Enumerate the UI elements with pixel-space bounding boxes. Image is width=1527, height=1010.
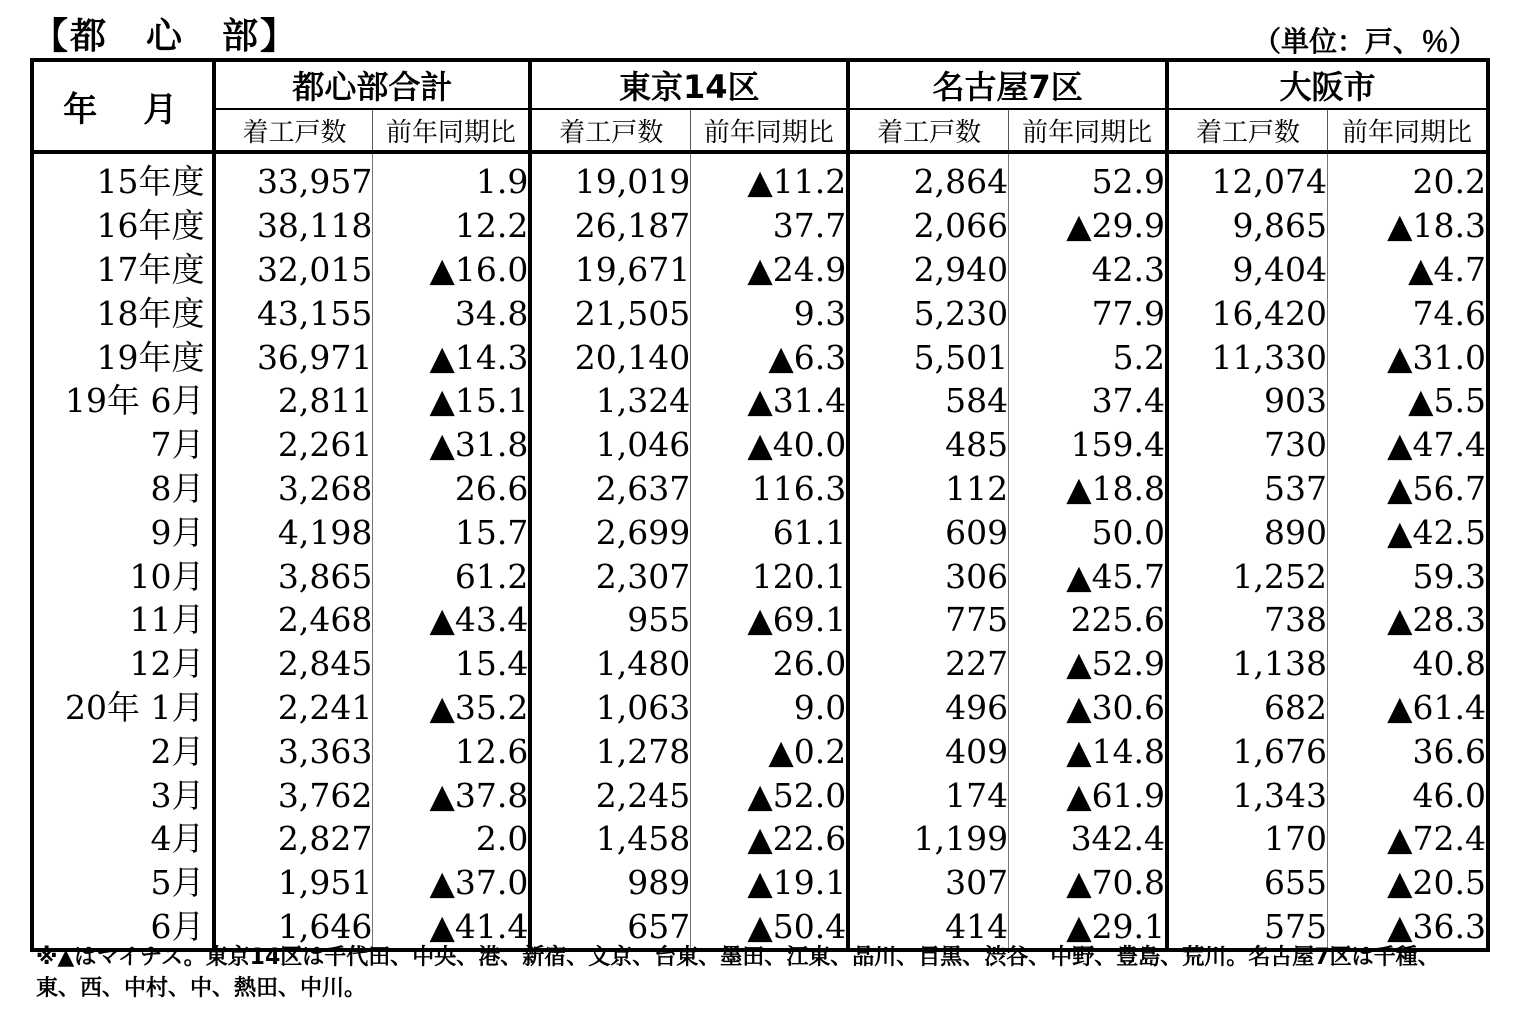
- starts-cell: 26,187: [530, 204, 690, 248]
- starts-cell: 5,230: [848, 291, 1008, 335]
- starts-cell: 955: [530, 598, 690, 642]
- yoy-cell: ▲41.4: [373, 905, 530, 951]
- starts-cell: 9,865: [1167, 204, 1327, 248]
- row-label: 19年 6月: [65, 381, 205, 421]
- table-row: [32, 773, 1488, 817]
- yoy-cell: ▲18.8: [1009, 467, 1167, 511]
- starts-cell: 485: [848, 423, 1008, 467]
- starts-cell: 657: [530, 905, 690, 951]
- starts-cell: 2,241: [214, 686, 372, 730]
- starts-cell: 2,811: [214, 379, 372, 423]
- starts-cell: 1,278: [530, 729, 690, 773]
- starts-cell: 890: [1167, 510, 1327, 554]
- starts-cell: 414: [848, 905, 1008, 951]
- yoy-cell: 34.8: [373, 291, 530, 335]
- yoy-cell: ▲31.8: [373, 423, 530, 467]
- starts-cell: 738: [1167, 598, 1327, 642]
- starts-cell: 609: [848, 510, 1008, 554]
- row-label: 20年 1月: [65, 687, 205, 727]
- footnote: ※▲はマイナス。東京14区は千代田、中央、港、新宿、文京、台東、墨田、江東、品川、目黒、渋谷、中野、豊島、荒川。名古屋7区は千種、東、西、中村、中、熱田、中川。: [36, 945, 1440, 1001]
- header-row-sub: [32, 109, 1488, 152]
- row-label: 10月: [129, 556, 205, 596]
- yoy-cell: 40.8: [1327, 642, 1488, 686]
- table-row: [32, 335, 1488, 379]
- starts-cell: 307: [848, 861, 1008, 905]
- yoy-cell: ▲28.3: [1327, 598, 1488, 642]
- starts-cell: 3,363: [214, 729, 372, 773]
- yoy-cell: ▲43.4: [373, 598, 530, 642]
- yoy-cell: ▲42.5: [1327, 510, 1488, 554]
- row-label: 2月: [150, 731, 205, 771]
- table-row: [32, 152, 1488, 204]
- yoy-cell: ▲29.1: [1009, 905, 1167, 951]
- yoy-cell: 12.6: [373, 729, 530, 773]
- yoy-cell: 37.7: [691, 204, 848, 248]
- yoy-cell: ▲4.7: [1327, 248, 1488, 292]
- starts-cell: 9,404: [1167, 248, 1327, 292]
- starts-cell: 989: [530, 861, 690, 905]
- starts-cell: 1,343: [1167, 773, 1327, 817]
- starts-cell: 11,330: [1167, 335, 1327, 379]
- sub-header-yoy: 前年同期比: [373, 109, 530, 152]
- table-row: [32, 817, 1488, 861]
- starts-cell: 43,155: [214, 291, 372, 335]
- row-label: 9月: [150, 512, 205, 552]
- yoy-cell: ▲30.6: [1009, 686, 1167, 730]
- row-label: 15年度: [96, 162, 205, 202]
- yoy-cell: 77.9: [1009, 291, 1167, 335]
- table-row: [32, 379, 1488, 423]
- year-month-header: 年 月: [32, 60, 214, 152]
- starts-cell: 3,268: [214, 467, 372, 511]
- yoy-cell: 116.3: [691, 467, 848, 511]
- yoy-cell: 159.4: [1009, 423, 1167, 467]
- yoy-cell: ▲52.9: [1009, 642, 1167, 686]
- table-row: [32, 423, 1488, 467]
- yoy-cell: ▲18.3: [1327, 204, 1488, 248]
- starts-cell: 1,458: [530, 817, 690, 861]
- row-label: 8月: [150, 468, 205, 508]
- yoy-cell: ▲29.9: [1009, 204, 1167, 248]
- yoy-cell: 26.0: [691, 642, 848, 686]
- yoy-cell: ▲72.4: [1327, 817, 1488, 861]
- yoy-cell: ▲45.7: [1009, 554, 1167, 598]
- yoy-cell: ▲50.4: [691, 905, 848, 951]
- starts-cell: 3,762: [214, 773, 372, 817]
- starts-cell: 682: [1167, 686, 1327, 730]
- starts-cell: 19,671: [530, 248, 690, 292]
- starts-cell: 409: [848, 729, 1008, 773]
- yoy-cell: 59.3: [1327, 554, 1488, 598]
- yoy-cell: 42.3: [1009, 248, 1167, 292]
- starts-cell: 1,324: [530, 379, 690, 423]
- yoy-cell: 36.6: [1327, 729, 1488, 773]
- starts-cell: 5,501: [848, 335, 1008, 379]
- group-header: 都心部合計: [214, 60, 530, 109]
- starts-cell: 2,468: [214, 598, 372, 642]
- starts-cell: 38,118: [214, 204, 372, 248]
- table-row: [32, 467, 1488, 511]
- sub-header-starts: 着工戸数: [1167, 109, 1327, 152]
- yoy-cell: ▲24.9: [691, 248, 848, 292]
- starts-cell: 1,646: [214, 905, 372, 951]
- starts-cell: 1,480: [530, 642, 690, 686]
- yoy-cell: 9.3: [691, 291, 848, 335]
- group-header: 東京14区: [530, 60, 848, 109]
- starts-cell: 4,198: [214, 510, 372, 554]
- yoy-cell: ▲69.1: [691, 598, 848, 642]
- starts-cell: 20,140: [530, 335, 690, 379]
- sub-header-starts: 着工戸数: [848, 109, 1008, 152]
- yoy-cell: 1.9: [373, 152, 530, 204]
- starts-cell: 903: [1167, 379, 1327, 423]
- starts-cell: 1,138: [1167, 642, 1327, 686]
- yoy-cell: ▲52.0: [691, 773, 848, 817]
- yoy-cell: ▲5.5: [1327, 379, 1488, 423]
- table-row: [32, 861, 1488, 905]
- yoy-cell: 342.4: [1009, 817, 1167, 861]
- starts-cell: 16,420: [1167, 291, 1327, 335]
- yoy-cell: ▲36.3: [1327, 905, 1488, 951]
- starts-cell: 775: [848, 598, 1008, 642]
- row-label: 4月: [150, 819, 205, 859]
- starts-cell: 1,252: [1167, 554, 1327, 598]
- yoy-cell: ▲11.2: [691, 152, 848, 204]
- yoy-cell: 120.1: [691, 554, 848, 598]
- starts-cell: 33,957: [214, 152, 372, 204]
- group-header: 名古屋7区: [848, 60, 1167, 109]
- yoy-cell: ▲56.7: [1327, 467, 1488, 511]
- starts-cell: 1,951: [214, 861, 372, 905]
- header-row-groups: [32, 60, 1488, 109]
- starts-cell: 36,971: [214, 335, 372, 379]
- starts-cell: 19,019: [530, 152, 690, 204]
- sub-header-yoy: 前年同期比: [1009, 109, 1167, 152]
- yoy-cell: 12.2: [373, 204, 530, 248]
- starts-cell: 655: [1167, 861, 1327, 905]
- yoy-cell: ▲6.3: [691, 335, 848, 379]
- starts-cell: 1,063: [530, 686, 690, 730]
- yoy-cell: 74.6: [1327, 291, 1488, 335]
- table-row: [32, 598, 1488, 642]
- starts-cell: 227: [848, 642, 1008, 686]
- yoy-cell: 2.0: [373, 817, 530, 861]
- starts-cell: 496: [848, 686, 1008, 730]
- yoy-cell: ▲14.3: [373, 335, 530, 379]
- starts-cell: 2,637: [530, 467, 690, 511]
- yoy-cell: 26.6: [373, 467, 530, 511]
- yoy-cell: 9.0: [691, 686, 848, 730]
- yoy-cell: 5.2: [1009, 335, 1167, 379]
- starts-cell: 1,199: [848, 817, 1008, 861]
- yoy-cell: 61.2: [373, 554, 530, 598]
- yoy-cell: ▲47.4: [1327, 423, 1488, 467]
- starts-cell: 2,307: [530, 554, 690, 598]
- yoy-cell: ▲37.8: [373, 773, 530, 817]
- row-label: 6月: [150, 906, 205, 946]
- yoy-cell: ▲22.6: [691, 817, 848, 861]
- starts-cell: 2,261: [214, 423, 372, 467]
- table-row: [32, 686, 1488, 730]
- table-row: [32, 642, 1488, 686]
- starts-cell: 12,074: [1167, 152, 1327, 204]
- yoy-cell: 15.4: [373, 642, 530, 686]
- yoy-cell: ▲0.2: [691, 729, 848, 773]
- yoy-cell: ▲16.0: [373, 248, 530, 292]
- yoy-cell: 50.0: [1009, 510, 1167, 554]
- starts-cell: 584: [848, 379, 1008, 423]
- table-row: [32, 554, 1488, 598]
- table-body: [32, 152, 1488, 950]
- yoy-cell: ▲35.2: [373, 686, 530, 730]
- starts-cell: 2,827: [214, 817, 372, 861]
- row-label: 5月: [150, 863, 205, 903]
- row-label: 3月: [150, 775, 205, 815]
- starts-cell: 174: [848, 773, 1008, 817]
- row-label: 19年度: [96, 337, 205, 377]
- group-header: 大阪市: [1167, 60, 1488, 109]
- table-row: [32, 248, 1488, 292]
- table-row: [32, 510, 1488, 554]
- starts-cell: 32,015: [214, 248, 372, 292]
- sub-header-yoy: 前年同期比: [1327, 109, 1488, 152]
- row-label: 17年度: [96, 249, 205, 289]
- starts-cell: 537: [1167, 467, 1327, 511]
- yoy-cell: 37.4: [1009, 379, 1167, 423]
- starts-cell: 112: [848, 467, 1008, 511]
- starts-cell: 2,940: [848, 248, 1008, 292]
- row-label: 11月: [129, 600, 205, 640]
- yoy-cell: ▲15.1: [373, 379, 530, 423]
- yoy-cell: ▲31.4: [691, 379, 848, 423]
- row-label: 12月: [129, 644, 205, 684]
- unit-label: （単位：戸、％）: [1252, 25, 1477, 58]
- housing-starts-table: [30, 58, 1490, 952]
- yoy-cell: ▲37.0: [373, 861, 530, 905]
- yoy-cell: ▲14.8: [1009, 729, 1167, 773]
- row-label: 18年度: [96, 293, 205, 333]
- yoy-cell: ▲61.4: [1327, 686, 1488, 730]
- sub-header-starts: 着工戸数: [214, 109, 372, 152]
- starts-cell: 2,864: [848, 152, 1008, 204]
- yoy-cell: ▲40.0: [691, 423, 848, 467]
- table-row: [32, 204, 1488, 248]
- yoy-cell: ▲19.1: [691, 861, 848, 905]
- yoy-cell: 61.1: [691, 510, 848, 554]
- yoy-cell: 20.2: [1327, 152, 1488, 204]
- table-row: [32, 291, 1488, 335]
- starts-cell: 2,845: [214, 642, 372, 686]
- yoy-cell: 15.7: [373, 510, 530, 554]
- starts-cell: 21,505: [530, 291, 690, 335]
- starts-cell: 2,066: [848, 204, 1008, 248]
- starts-cell: 170: [1167, 817, 1327, 861]
- yoy-cell: ▲31.0: [1327, 335, 1488, 379]
- table-row: [32, 729, 1488, 773]
- yoy-cell: ▲20.5: [1327, 861, 1488, 905]
- yoy-cell: 52.9: [1009, 152, 1167, 204]
- row-label: 16年度: [96, 206, 205, 246]
- starts-cell: 3,865: [214, 554, 372, 598]
- starts-cell: 575: [1167, 905, 1327, 951]
- yoy-cell: ▲70.8: [1009, 861, 1167, 905]
- starts-cell: 1,046: [530, 423, 690, 467]
- starts-cell: 2,245: [530, 773, 690, 817]
- starts-cell: 730: [1167, 423, 1327, 467]
- sub-header-starts: 着工戸数: [530, 109, 690, 152]
- yoy-cell: 46.0: [1327, 773, 1488, 817]
- starts-cell: 2,699: [530, 510, 690, 554]
- yoy-cell: 225.6: [1009, 598, 1167, 642]
- starts-cell: 1,676: [1167, 729, 1327, 773]
- yoy-cell: ▲61.9: [1009, 773, 1167, 817]
- starts-cell: 306: [848, 554, 1008, 598]
- page-title: 【都 心 部】: [32, 16, 299, 57]
- row-label: 7月: [150, 425, 205, 465]
- sub-header-yoy: 前年同期比: [691, 109, 848, 152]
